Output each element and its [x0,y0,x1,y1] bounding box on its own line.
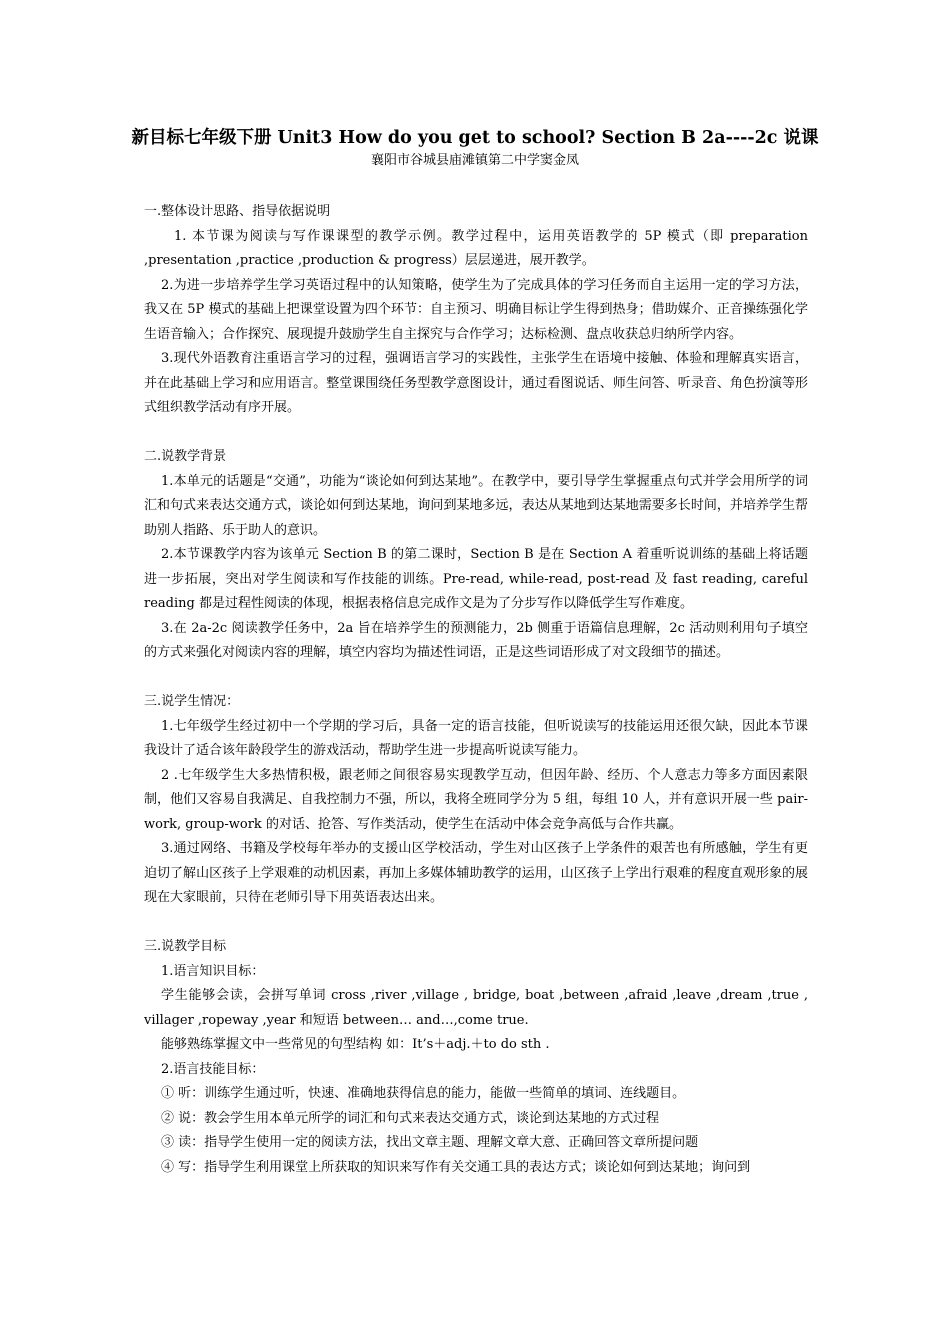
language-knowledge-vocabulary: 学生能够会读，会拼写单词 cross ,river ,village , bridge, boat ,between ,afraid ,leave ,dream ,true , villager ,ropeway ,year 和短语 between… and…,come true. [144,988,808,1028]
section-1-paragraph-2: 2.为进一步培养学生学习英语过程中的认知策略，使学生为了完成具体的学习任务而自主运用一定的学习方法，我又在 5P 模式的基础上把课堂设置为四个环节：自主预习、明确目标让学生得到热身；借助媒介、正音操练强化学生语音输入；合作探究、展现提升鼓励学生自主探究与合作学习；达标检测、盘点收获总归纳所学内容。 [144,277,808,342]
spacer [144,421,808,446]
skill-reading: ③ 读：指导学生使用一定的阅读方法，找出文章主题、理解文章大意、正确回答文章所提问题 [161,1135,699,1150]
document-author: 襄阳市谷城县庙滩镇第二中学窦金凤 [370,153,579,168]
language-skills-heading: 2.语言技能目标： [161,1061,265,1077]
spacer [144,666,808,691]
section-2-paragraph-2: 2.本节课教学内容为该单元 Section B 的第二课时，Section B 是在 Section A 着重听说训练的基础上将话题进一步拓展，突出对学生阅读和写作技能的训练。Pre-read, while-read, post-read 及 fast reading, careful reading 都是过程性阅读的体现，根据表格信息完成作文是为了分步写作以降低学生写作难度。 [144,547,808,611]
section-3-heading: 三.说学生情况： [144,694,240,709]
section-2-heading: 二.说教学背景 [144,449,227,464]
skill-writing: ④ 写：指导学生利用课堂上所获取的知识来写作有关交通工具的表达方式；谈论如何到达某地；询问到 [161,1159,751,1175]
section-3-paragraph-1: 1.七年级学生经过初中一个学期的学习后，具备一定的语言技能，但听说读写的技能运用还很欠缺，因此本节课我设计了适合该年龄段学生的游戏活动，帮助学生进一步提高听说读写能力。 [144,718,808,758]
section-3-paragraph-3: 3.通过网络、书籍及学校每年举办的支援山区学校活动，学生对山区孩子上学条件的艰苦也有所感触，学生有更迫切了解山区孩子上学艰难的动机因素，再加上多媒体辅助教学的运用，山区孩子上学出行艰难的程度直观形象的展现在大家眼前，只待在老师引导下用英语表达出来。 [144,841,808,905]
language-knowledge-heading: 1.语言知识目标： [161,963,265,979]
section-2-paragraph-1: 1.本单元的话题是“交通”，功能为“谈论如何到达某地”。在教学中，要引导学生掌握重点句式并学会用所学的词汇和句式来表达交通方式，谈论如何到达某地，询问到某地多远，表达从某地到达某地需要多长时间，并培养学生帮助别人指路、乐于助人的意识。 [144,473,808,538]
language-knowledge-structures: 能够熟练掌握文中一些常见的句型结构 如：It’s＋adj.＋to do sth . [161,1037,550,1052]
section-1-heading: 一.整体设计思路、指导依据说明 [144,204,331,219]
section-3-paragraph-2: 2 .七年级学生大多热情积极，跟老师之间很容易实现教学互动，但因年龄、经历、个人意志力等多方面因素限制，他们又容易自我满足、自我控制力不强，所以，我将全班同学分为 5 组，每组 10 人，并有意识开展一些 pair-work, group-work 的对话、抢答、写作类活动，使学生在活动中体会竞争高低与合作共赢。 [144,767,808,832]
document-title: 新目标七年级下册 Unit3 How do you get to school? Section B 2a----2c 说课 [131,128,819,148]
section-1-paragraph-3: 3.现代外语教育注重语言学习的过程，强调语言学习的实践性，主张学生在语境中接触、体验和理解真实语言，并在此基础上学习和应用语言。整堂课围绕任务型教学意图设计，通过看图说话、师生问答、听录音、角色扮演等形式组织教学活动有序开展。 [144,351,808,415]
spacer [144,911,808,936]
skill-listening: ① 听：训练学生通过听，快速、准确地获得信息的能力，能做一些简单的填词、连线题目。 [161,1086,686,1101]
section-2-paragraph-3: 3.在 2a-2c 阅读教学任务中，2a 旨在培养学生的预测能力，2b 侧重于语篇信息理解，2c 活动则利用句子填空的方式来强化对阅读内容的理解，填空内容均为描述性词语，正是这些词语形成了对文段细节的描述。 [144,620,808,660]
section-4-heading: 三.说教学目标 [144,939,227,954]
section-1-paragraph-1: 1. 本节课为阅读与写作课课型的教学示例。教学过程中，运用英语教学的 5P 模式（即 preparation ,presentation ,practice ,production & progress）层层递进，展开教学。 [144,228,808,268]
skill-speaking: ② 说：教会学生用本单元所学的词汇和句式来表达交通方式，谈论到达某地的方式过程 [161,1110,660,1126]
document-body [144,200,808,1180]
